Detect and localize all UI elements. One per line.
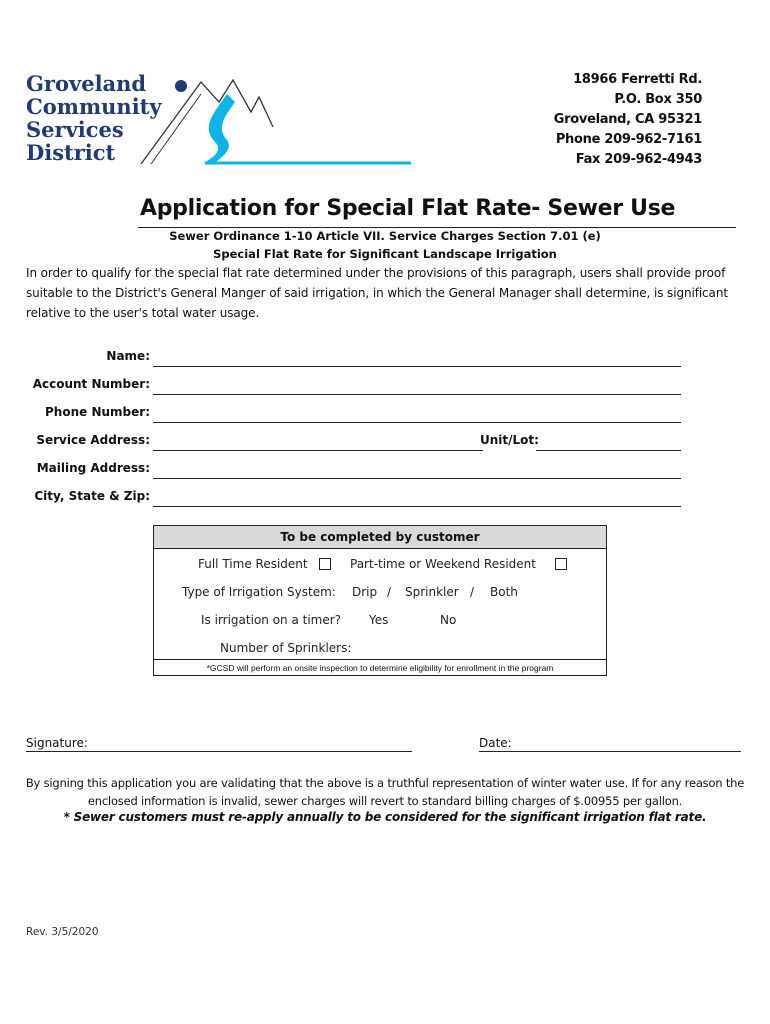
address-phone: Phone 209-962-7161 — [555, 132, 702, 147]
timer-yes-option[interactable]: Yes — [369, 613, 389, 627]
address-street: 18966 Ferretti Rd. — [573, 72, 702, 87]
account-number-field[interactable] — [153, 394, 681, 395]
ordinance-subtitle: Sewer Ordinance 1-10 Article VII. Service Charges Section 7.01 (e) — [169, 229, 601, 243]
city-state-zip-field[interactable] — [153, 506, 681, 507]
name-label: Name: — [106, 349, 150, 363]
reapply-notice: * Sewer customers must re-apply annually to be considered for the significant irrigation flat rate. — [63, 810, 707, 824]
validation-statement — [0, 774, 770, 810]
date-field[interactable] — [479, 751, 741, 752]
separator-2: / — [470, 585, 475, 599]
sprinkler-option[interactable]: Sprinkler — [405, 585, 459, 599]
address-block — [482, 70, 702, 170]
signature-field[interactable] — [26, 751, 412, 752]
irrigation-type-label: Type of Irrigation System: — [182, 585, 336, 599]
account-number-label: Account Number: — [32, 377, 150, 391]
title-underline — [138, 227, 736, 228]
page-title: Application for Special Flat Rate- Sewer Use — [140, 196, 676, 221]
mailing-address-label: Mailing Address: — [36, 461, 150, 475]
mailing-address-field[interactable] — [153, 478, 681, 479]
address-po-box: P.O. Box 350 — [614, 92, 702, 107]
address-city: Groveland, CA 95321 — [553, 112, 702, 127]
customer-section-box — [153, 525, 607, 676]
full-time-checkbox[interactable] — [319, 558, 331, 570]
intro-paragraph — [26, 263, 746, 323]
part-time-label: Part-time or Weekend Resident — [350, 557, 536, 571]
drip-option[interactable]: Drip — [352, 585, 378, 599]
both-option[interactable]: Both — [490, 585, 518, 599]
district-logo — [26, 72, 386, 167]
name-field[interactable] — [153, 366, 681, 367]
logo-line-1: Groveland — [26, 71, 147, 96]
service-address-label: Service Address: — [36, 433, 150, 447]
logo-line-2: Community — [26, 94, 162, 119]
service-address-field[interactable] — [153, 450, 483, 451]
part-time-checkbox[interactable] — [555, 558, 567, 570]
phone-number-field[interactable] — [153, 422, 681, 423]
inspection-note-bar — [154, 659, 606, 676]
customer-section-header — [154, 526, 606, 549]
unit-lot-field[interactable] — [536, 450, 681, 451]
validation-line-1: By signing this application you are validating that the above is a truthful representation of winter water use. If for any reason the — [25, 776, 745, 790]
unit-lot-label: Unit/Lot: — [480, 433, 539, 447]
full-time-label: Full Time Resident — [198, 557, 308, 571]
intro-line-3: relative to the user's total water usage. — [26, 306, 260, 320]
date-label: Date: — [479, 736, 512, 750]
signature-label: Signature: — [26, 736, 88, 750]
address-fax: Fax 209-962-4943 — [575, 152, 702, 167]
mountain-river-icon — [131, 72, 411, 167]
logo-line-3: Services — [26, 117, 124, 142]
sprinkler-count-label: Number of Sprinklers: — [220, 641, 352, 655]
validation-line-2: enclosed information is invalid, sewer charges will revert to standard billing charges of $.00955 per gallon. — [87, 794, 683, 808]
customer-section-title: To be completed by customer — [280, 530, 480, 544]
city-state-zip-label: City, State & Zip: — [34, 489, 150, 503]
intro-line-1: In order to qualify for the special flat rate determined under the provisions of this paragraph, users shall provide proof — [26, 266, 726, 280]
logo-line-4: District — [26, 140, 116, 165]
rate-subtitle: Special Flat Rate for Significant Landscape Irrigation — [213, 247, 557, 261]
separator-1: / — [387, 585, 392, 599]
phone-number-label: Phone Number: — [45, 405, 150, 419]
inspection-note: *GCSD will perform an onsite inspection to determine eligibility for enrollment in the program — [206, 663, 554, 673]
timer-no-option[interactable]: No — [440, 613, 457, 627]
timer-question: Is irrigation on a timer? — [201, 613, 342, 627]
intro-line-2: suitable to the District's General Manger of said irrigation, in which the General Manager shall determine, is significant — [26, 286, 728, 300]
revision-date: Rev. 3/5/2020 — [26, 926, 99, 938]
